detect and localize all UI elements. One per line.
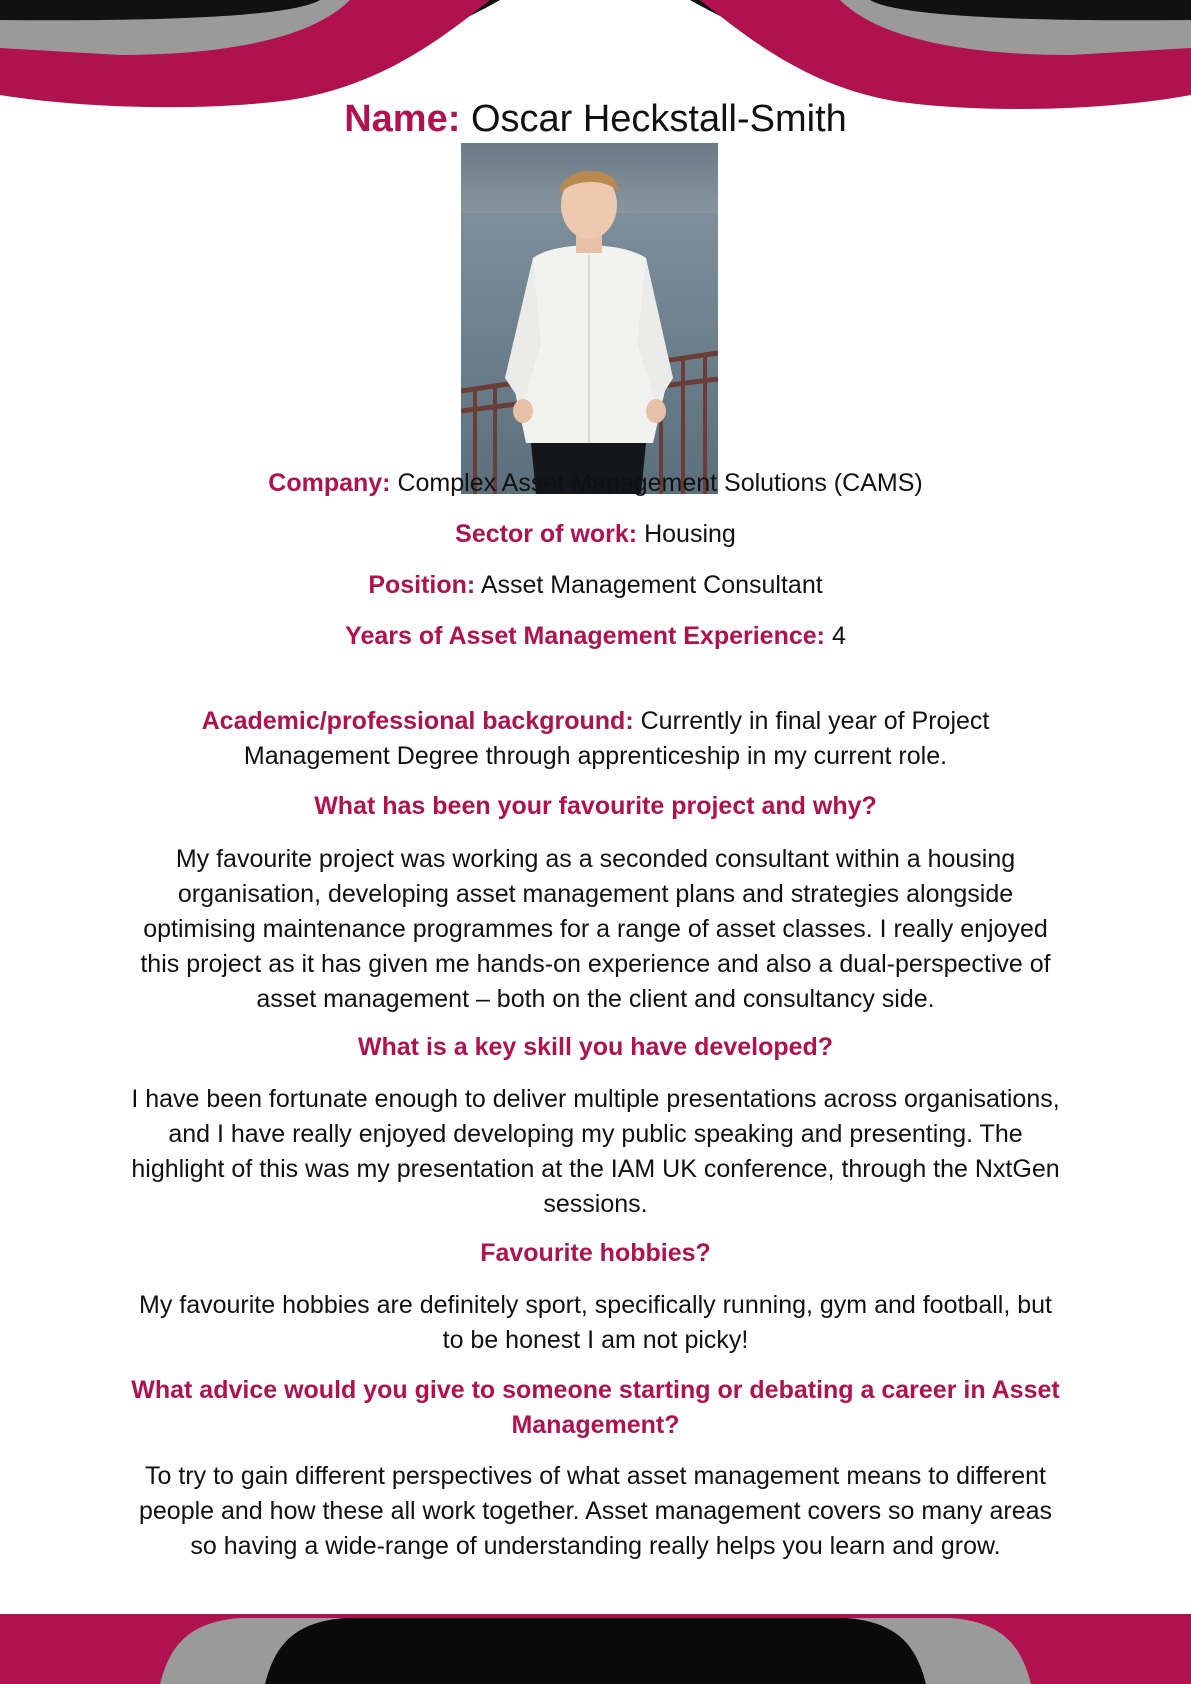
name-line xyxy=(0,96,1191,142)
answer-favourite-project xyxy=(60,842,1131,1017)
answer-line: asset management – both on the client and consultancy side. xyxy=(256,985,935,1013)
answer-career-advice xyxy=(60,1459,1131,1564)
question-key-skill: What is a key skill you have developed? xyxy=(357,1033,834,1061)
sector-label: Sector of work: xyxy=(455,520,638,548)
sector-field xyxy=(60,517,1131,552)
position-value: Asset Management Consultant xyxy=(480,571,823,599)
answer-line: organisation, developing asset management plans and strategies alongside xyxy=(177,880,1014,908)
name-label: Name: xyxy=(344,98,461,140)
answer-line: My favourite hobbies are definitely sport, specifically running, gym and football, but xyxy=(139,1291,1052,1319)
name-value: Oscar Heckstall-Smith xyxy=(470,98,847,140)
answer-line: people and how these all work together. Asset management covers so many areas xyxy=(138,1497,1053,1525)
company-field xyxy=(60,466,1131,501)
answer-line: To try to gain different perspectives of what asset management means to different xyxy=(145,1462,1046,1490)
years-value: 4 xyxy=(831,622,846,650)
answer-line: and I have really enjoyed developing my public speaking and presenting. The xyxy=(168,1120,1023,1148)
answer-line: sessions. xyxy=(543,1190,648,1218)
question-line: What advice would you give to someone starting or debating a career in Asset xyxy=(131,1376,1060,1404)
answer-line: optimising maintenance programmes for a range of asset classes. I really enjoyed xyxy=(143,915,1048,943)
background-label: Academic/professional background: xyxy=(201,707,634,735)
question-favourite-project: What has been your favourite project and why? xyxy=(314,792,877,820)
background-field xyxy=(60,704,1131,774)
answer-line: so having a wide-range of understanding really helps you learn and grow. xyxy=(190,1532,1001,1560)
answer-favourite-hobbies xyxy=(60,1288,1131,1358)
answer-line: to be honest I am not picky! xyxy=(442,1326,749,1354)
company-label: Company: xyxy=(268,469,391,497)
portrait-photo-icon xyxy=(461,143,718,494)
bottom-band-decoration xyxy=(0,1614,1191,1684)
answer-line: My favourite project was working as a seconded consultant within a housing xyxy=(175,845,1016,873)
answer-line: this project as it has given me hands-on experience and also a dual-perspective of xyxy=(140,950,1051,978)
portrait-photo xyxy=(461,143,718,494)
background-value-line-1: Currently in final year of Project xyxy=(640,707,990,735)
question-favourite-hobbies: Favourite hobbies? xyxy=(480,1239,711,1267)
question-line: Management? xyxy=(511,1411,680,1439)
years-field xyxy=(60,619,1131,654)
sector-value: Housing xyxy=(644,520,736,548)
years-label: Years of Asset Management Experience: xyxy=(345,622,825,650)
background-value-line-2: Management Degree through apprenticeship in my current role. xyxy=(243,742,948,770)
answer-key-skill xyxy=(60,1082,1131,1222)
question-career-advice xyxy=(60,1373,1131,1443)
position-field xyxy=(60,568,1131,603)
company-value: Complex Asset Management Solutions (CAMS) xyxy=(397,469,923,497)
position-label: Position: xyxy=(368,571,476,599)
answer-line: I have been fortunate enough to deliver multiple presentations across organisations, xyxy=(131,1085,1060,1113)
answer-line: highlight of this was my presentation at the IAM UK conference, through the NxtGen xyxy=(131,1155,1060,1183)
